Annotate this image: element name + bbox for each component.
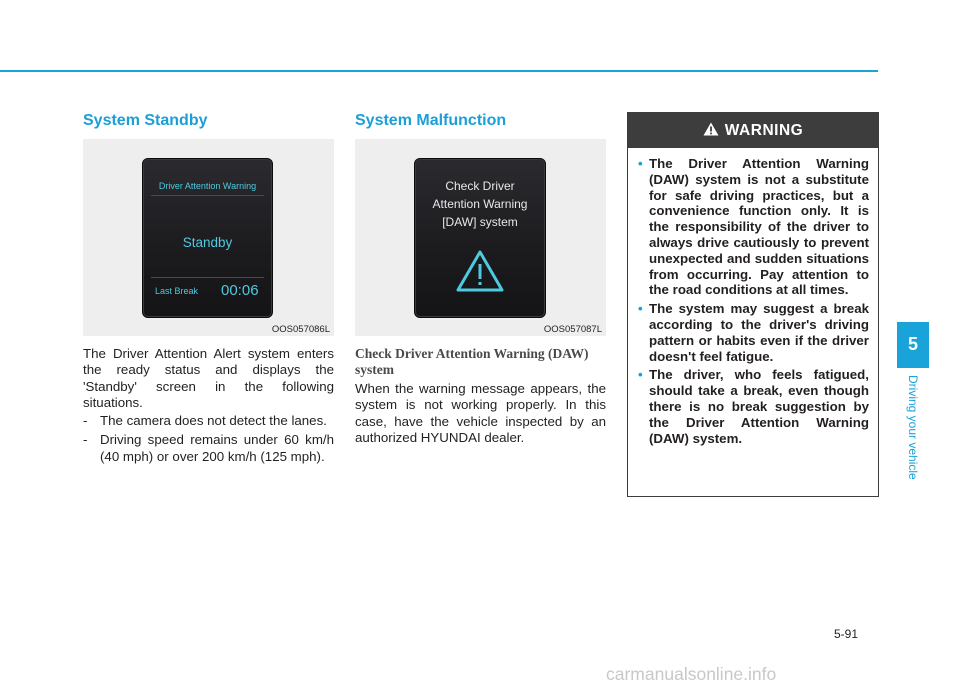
- malfunction-subheading: Check Driver Attention Warning (DAW) system: [355, 346, 589, 377]
- list-item: - Driving speed remains under 60 km/h (40 mph) or over 200 km/h (125 mph).: [83, 432, 334, 464]
- malfunction-cluster-screen: [414, 158, 546, 318]
- chapter-tab: [897, 322, 929, 368]
- standby-conditions-list: [83, 413, 334, 468]
- page-number: 5-91: [834, 627, 859, 641]
- last-break-label: Last Break: [155, 286, 199, 296]
- last-break-time: 00:06: [221, 282, 259, 299]
- screen-divider: [151, 195, 264, 196]
- message-line-2: Attention Warning: [432, 197, 528, 211]
- warning-triangle-icon: [455, 249, 505, 293]
- standby-figure: [83, 139, 334, 336]
- warning-list: [638, 156, 869, 449]
- warning-icon: [703, 122, 719, 136]
- section-title-standby: System Standby: [83, 112, 208, 129]
- watermark: carmanualsonline.info: [606, 664, 777, 684]
- warning-item: • The driver, who feels fatigued, should take a break, even though there is no break suggestion by the Driver Attention Warning (DAW) system.: [638, 367, 869, 446]
- warning-box: [627, 112, 879, 497]
- screen-status: Standby: [182, 235, 233, 250]
- message-line-3: [DAW] system: [442, 215, 518, 229]
- list-item: - The camera does not detect the lanes.: [83, 413, 327, 428]
- standby-paragraph: The Driver Attention Alert system enters the ready status and displays the 'Standby' screen in the following situations.: [83, 346, 334, 411]
- message-line-1: Check Driver: [445, 179, 515, 193]
- malfunction-paragraph: When the warning message appears, the system is not working properly. In this case, have the vehicle inspected by an authorized HYUNDAI dealer.: [355, 381, 606, 446]
- chapter-title: Driving your vehicle: [906, 375, 920, 480]
- section-title-malfunction: System Malfunction: [355, 112, 507, 129]
- chapter-number: 5: [907, 334, 918, 354]
- standby-cluster-screen: [142, 158, 273, 318]
- header-rule: [0, 70, 878, 72]
- warning-title: WARNING: [628, 122, 878, 140]
- screen-divider-bottom: [151, 277, 264, 278]
- screen-message: [415, 177, 545, 231]
- warning-header: [628, 113, 878, 148]
- figure-code: OOS057086L: [271, 324, 330, 335]
- screen-header: Driver Attention Warning: [158, 181, 257, 191]
- warning-item: • The system may suggest a break according to the driver's driving pattern or habits even if the driver doesn't feel fatigue.: [638, 301, 869, 364]
- figure-code: OOS057087L: [543, 324, 602, 335]
- warning-item: • The Driver Attention Warning (DAW) system is not a substitute for safe driving practices, but a convenience function only. It is the responsibility of the driver to always drive cautiously to prevent unexpected and sudden situations from occurring. Pay attention to the road conditions at all times.: [638, 156, 869, 298]
- malfunction-figure: [355, 139, 606, 336]
